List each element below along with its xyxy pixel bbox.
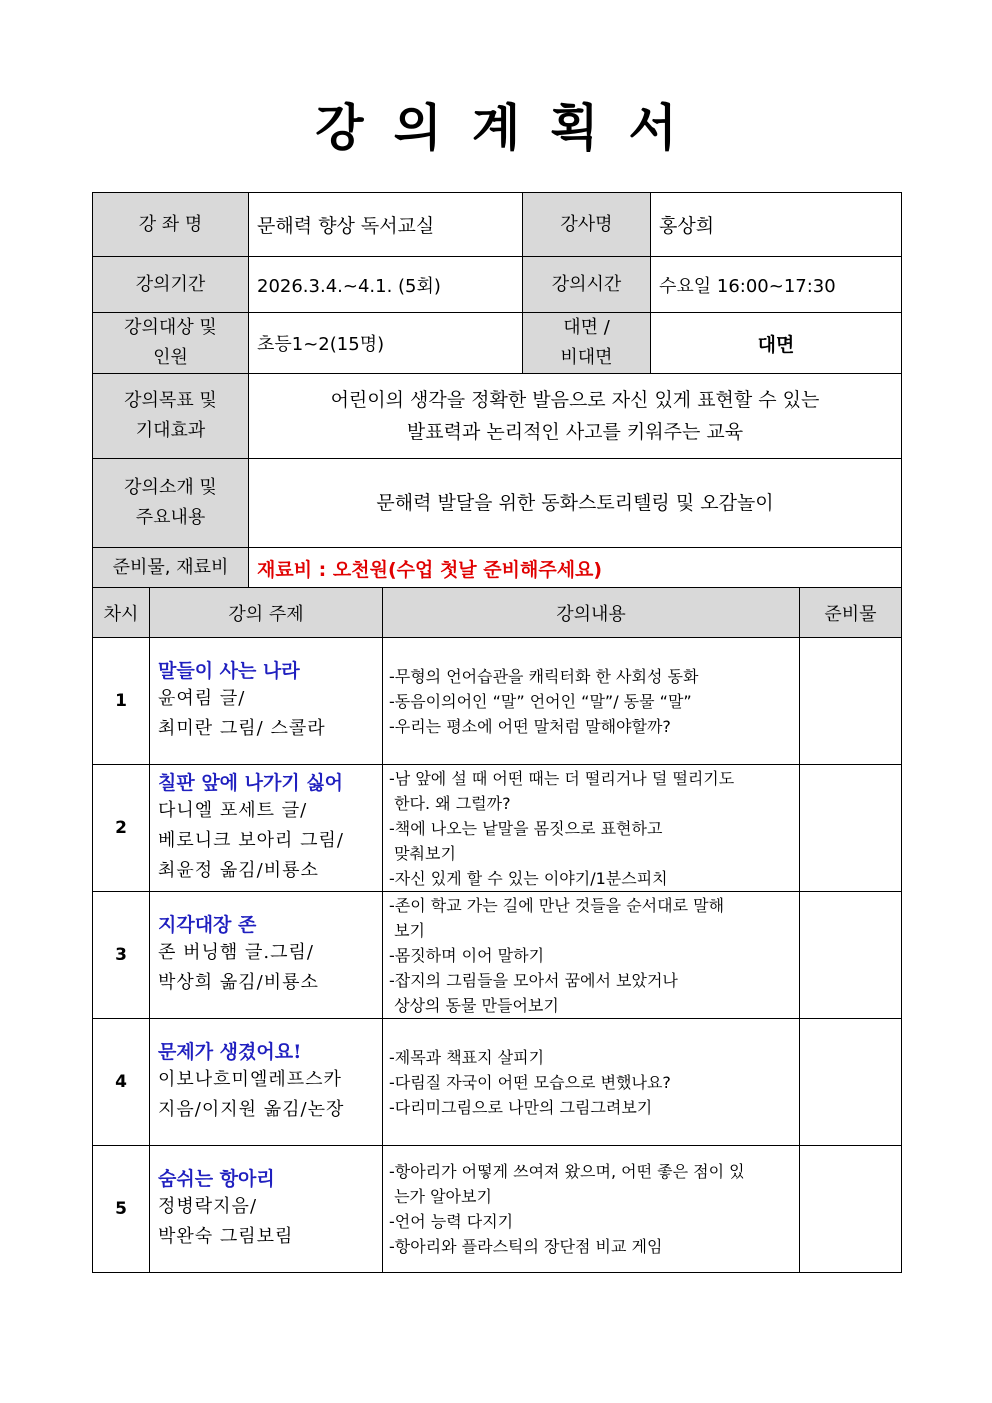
period-value: 2026.3.4.~4.1. (5회) (249, 257, 523, 313)
content-line: -몸짓하며 이어 말하기 (389, 945, 545, 965)
content-line: -책에 나오는 낱말을 몸짓으로 표현하고 (389, 818, 663, 838)
book-credit: 다니엘 포세트 글/ (158, 800, 308, 821)
content-line: -언어 능력 다지기 (389, 1212, 514, 1231)
session-number: 3 (93, 892, 150, 1019)
session-number: 4 (93, 1019, 150, 1146)
header-materials: 준비물 (800, 588, 902, 638)
lesson-row (93, 892, 902, 1019)
content-line: -항아리가 어떻게 쓰여져 왔으며, 어떤 좋은 점이 있 (389, 1162, 745, 1181)
lesson-content (383, 1146, 800, 1273)
goal-value-line1: 어린이의 생각을 정확한 발음으로 자신 있게 표현할 수 있는 (330, 389, 820, 411)
lesson-row (93, 1146, 902, 1273)
content-line: -동음이의어인 “말” 언어인 “말”/ 동물 “말” (389, 691, 692, 711)
target-value: 초등1~2(15명) (249, 313, 523, 374)
book-credit: 박완숙 그림보림 (158, 1226, 294, 1247)
goal-value (249, 374, 902, 459)
lesson-content (383, 638, 800, 765)
content-line: -존이 학교 가는 길에 만난 것들을 순서대로 말해 (389, 895, 725, 915)
mode-value: 대면 (651, 313, 902, 374)
content-line: 한다. 왜 그럴까? (389, 793, 511, 813)
book-title: 말들이 사는 나라 (158, 660, 300, 682)
content-line: 상상의 동물 만들어보기 (389, 995, 559, 1015)
target-label (93, 313, 249, 374)
mode-label-line1: 대면 / (563, 317, 610, 338)
book-title: 문제가 생겼어요! (158, 1041, 302, 1063)
lesson-row (93, 765, 902, 892)
content-line: -잡지의 그림들을 모아서 꿈에서 보았거나 (389, 970, 678, 990)
lesson-materials (800, 765, 902, 892)
book-title: 지각대장 존 (158, 914, 257, 936)
book-credit: 지음/이지원 옮김/논장 (158, 1099, 345, 1120)
content-line: -자신 있게 할 수 있는 이야기/1분스피치 (389, 868, 668, 888)
lesson-row (93, 638, 902, 765)
book-credit: 베로니크 보아리 그림/ (158, 830, 344, 851)
lesson-topic (150, 892, 383, 1019)
content-line: 는가 알아보기 (389, 1187, 492, 1206)
book-credit: 이보나흐미엘레프스카 (158, 1069, 342, 1090)
goal-label-line1: 강의목표 및 (124, 390, 217, 411)
content-line: -다리미그림으로 나만의 그림그려보기 (389, 1097, 653, 1117)
lesson-materials (800, 892, 902, 1019)
lesson-topic (150, 638, 383, 765)
page-title: 강의계획서 (315, 99, 707, 157)
session-number: 2 (93, 765, 150, 892)
lesson-topic (150, 1019, 383, 1146)
book-credit: 최윤정 옮김/비룡소 (158, 860, 319, 881)
book-credit: 존 버닝햄 글.그림/ (158, 942, 314, 963)
content-line: -다림질 자국이 어떤 모습으로 변했나요? (389, 1072, 671, 1092)
lesson-content (383, 765, 800, 892)
header-content: 강의내용 (383, 588, 800, 638)
prep-value: 재료비 : 오천원(수업 첫날 준비해주세요) (249, 548, 902, 589)
mode-label (523, 313, 651, 374)
lesson-row (93, 1019, 902, 1146)
goal-value-line2: 발표력과 논리적인 사고를 키워주는 교육 (406, 421, 744, 443)
content-line: -우리는 평소에 어떤 말처럼 말해야할까? (389, 716, 671, 736)
content-line: 보기 (389, 920, 425, 940)
book-credit: 최미란 그림/ 스콜라 (158, 718, 326, 739)
target-label-line2: 인원 (153, 347, 188, 368)
mode-label-line2: 비대면 (560, 347, 613, 368)
teacher-value: 홍상희 (651, 193, 902, 257)
teacher-label: 강사명 (523, 193, 651, 257)
lesson-materials (800, 638, 902, 765)
course-info-table (92, 192, 902, 589)
book-credit: 정병락지음/ (158, 1196, 258, 1217)
lesson-topic (150, 765, 383, 892)
book-title: 숨쉬는 항아리 (158, 1168, 275, 1190)
book-title: 칠판 앞에 나가기 싫어 (158, 772, 344, 794)
course-name-value: 문해력 향상 독서교실 (249, 193, 523, 257)
book-credit: 윤여림 글/ (158, 688, 246, 709)
lesson-content (383, 1019, 800, 1146)
session-number: 5 (93, 1146, 150, 1273)
prep-label: 준비물, 재료비 (93, 548, 249, 589)
lesson-content (383, 892, 800, 1019)
course-name-label: 강 좌 명 (93, 193, 249, 257)
lesson-topic (150, 1146, 383, 1273)
lesson-materials (800, 1019, 902, 1146)
period-label: 강의기간 (93, 257, 249, 313)
book-credit: 박상희 옮김/비룡소 (158, 972, 319, 993)
session-number: 1 (93, 638, 150, 765)
time-label: 강의시간 (523, 257, 651, 313)
content-line: 맞춰보기 (389, 843, 456, 863)
intro-label-line1: 강의소개 및 (124, 477, 217, 498)
content-line: -무형의 언어습관을 캐릭터화 한 사회성 동화 (389, 666, 699, 686)
lesson-materials (800, 1146, 902, 1273)
goal-label (93, 374, 249, 459)
time-value: 수요일 16:00~17:30 (651, 257, 902, 313)
content-line: -제목과 책표지 살피기 (389, 1047, 545, 1067)
intro-label (93, 459, 249, 548)
intro-value: 문해력 발달을 위한 동화스토리텔링 및 오감놀이 (249, 459, 902, 548)
intro-label-line2: 주요내용 (135, 507, 206, 528)
header-session: 차시 (93, 588, 150, 638)
target-label-line1: 강의대상 및 (124, 317, 217, 338)
content-line: -남 앞에 설 때 어떤 때는 더 떨리거나 덜 떨리기도 (389, 768, 735, 788)
goal-label-line2: 기대효과 (135, 420, 206, 441)
lesson-plan-table (92, 587, 902, 1273)
content-line: -항아리와 플라스틱의 장단점 비교 게임 (389, 1237, 663, 1256)
header-topic: 강의 주제 (150, 588, 383, 638)
